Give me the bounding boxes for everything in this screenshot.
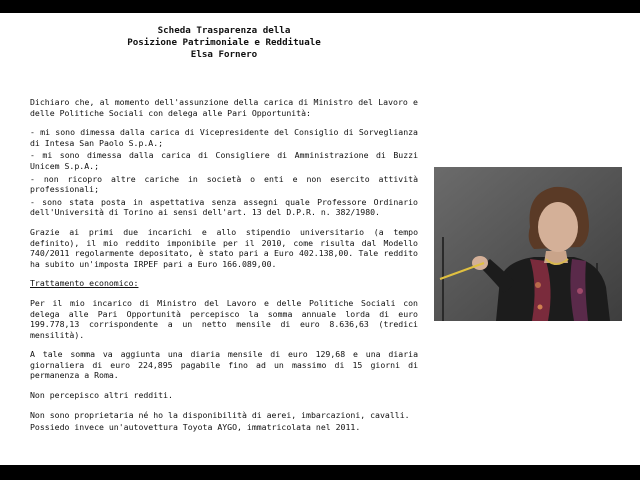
car-line: Possiedo invece un'autovettura Toyota AYGO, immatricolata nel 2011. (30, 422, 361, 433)
section-heading: Trattamento economico: (30, 278, 139, 289)
allowance-paragraph: A tale somma va aggiunta una diaria mensile di euro 129,68 e una diaria giornaliera di euro 224,895 pagabile fino ad un massimo di 15 giorni di permanenza a Roma. (30, 349, 418, 381)
ownership-line: Non sono proprietaria né ho la disponibilità di aerei, imbarcazioni, cavalli. (30, 409, 410, 420)
document-body (30, 97, 418, 442)
portrait-illustration (434, 167, 622, 321)
declaration-item: - non ricopro altre cariche in società o enti e non esercito attività professionali; (30, 173, 418, 195)
document-title (100, 25, 348, 61)
title-line-2: Posizione Patrimoniale e Reddituale (127, 37, 321, 48)
portrait-photo (434, 167, 622, 321)
title-line-3: Elsa Fornero (190, 49, 258, 60)
other-income-paragraph: Non percepisco altri redditi. (30, 390, 173, 401)
title-line-1: Scheda Trasparenza della (157, 25, 291, 36)
declaration-item: - mi sono dimessa dalla carica di Consigliere di Amministrazione di Buzzi Unicem S.p.A.; (30, 150, 418, 171)
salary-paragraph: Per il mio incarico di Ministro del Lavoro e delle Politiche Sociali con delega alle Pari Opportunità percepisco la somma annuale lorda di euro 199.778,13 corrispondente a un netto mensile di euro 8.636,63 (tredici mensilità). (30, 297, 418, 340)
intro-paragraph: Dichiaro che, al momento dell'assunzione della carica di Ministro del Lavoro e delle Politiche Sociali con delega alle Pari Opportunità: (30, 97, 418, 118)
declaration-item: - mi sono dimessa dalla carica di Vicepresidente del Consiglio di Sorveglianza di Intesa San Paolo S.p.A.; (30, 127, 418, 148)
document-page (0, 13, 640, 465)
income-paragraph: Grazie ai primi due incarichi e allo stipendio universitario (a tempo definito), il mio reddito imponibile per il 2010, come risulta dal Modello 740/2011 regolarmente depositato, è stato pari a Euro 402.138,00. Tale reddito ha subito un'imposta IRPEF pari a Euro 166.089,00. (30, 226, 418, 269)
declaration-item: - sono stata posta in aspettativa senza assegni quale Professore Ordinario dell'Università di Torino ai sensi dell'art. 13 del D.P.R. n. 382/1980. (30, 196, 418, 218)
